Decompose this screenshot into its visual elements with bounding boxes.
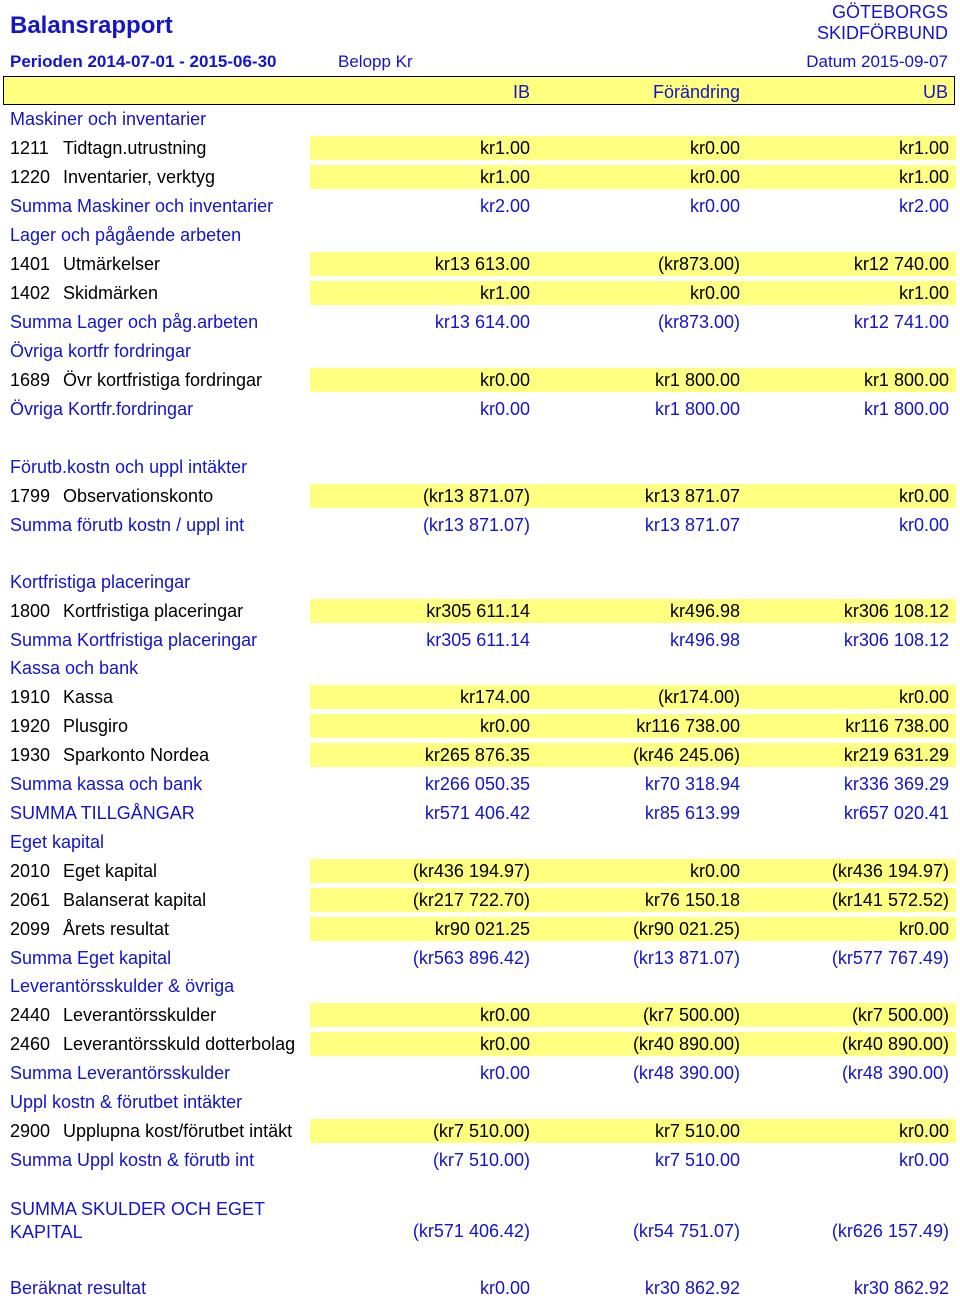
ub-value: kr0.00 — [898, 687, 949, 707]
report-row-item — [0, 164, 960, 190]
change-value: kr496.98 — [669, 630, 740, 650]
ub-value: kr1 800.00 — [863, 370, 949, 390]
ib-value: kr1.00 — [479, 283, 530, 303]
report-row-section — [0, 338, 960, 364]
report-row-section — [0, 1089, 960, 1115]
section-heading: Leverantörsskulder & övriga — [10, 976, 235, 996]
row-highlight — [310, 281, 956, 305]
ub-value: (kr7 500.00) — [851, 1005, 949, 1025]
report-row-sum — [0, 193, 960, 219]
change-value: (kr873.00) — [657, 312, 740, 332]
account-name: Observationskonto — [63, 486, 214, 506]
report-row-item — [0, 858, 960, 884]
report-row-section — [0, 222, 960, 248]
row-highlight — [310, 1119, 956, 1143]
ub-value: (kr40 890.00) — [841, 1034, 949, 1054]
sum-label-line2: KAPITAL — [10, 1222, 83, 1242]
period-label: Perioden 2014-07-01 - 2015-06-30 — [10, 52, 277, 71]
account-number: 2010 — [10, 861, 51, 881]
report-row-section — [0, 655, 960, 681]
row-highlight — [310, 165, 956, 189]
change-value: kr0.00 — [689, 167, 740, 187]
ub-value: kr306 108.12 — [843, 601, 949, 621]
account-number: 2900 — [10, 1121, 51, 1141]
section-heading: Eget kapital — [10, 832, 105, 852]
change-value: kr116 738.00 — [636, 716, 740, 736]
report-row-item — [0, 1031, 960, 1057]
account-number: 1220 — [10, 167, 51, 187]
section-heading: Övriga kortfr fordringar — [10, 341, 192, 361]
account-name: Plusgiro — [63, 716, 129, 736]
account-number: 1800 — [10, 601, 51, 621]
report-row-item — [0, 280, 960, 306]
account-name: Kortfristiga placeringar — [63, 601, 244, 621]
account-number: 1930 — [10, 745, 51, 765]
row-highlight — [310, 368, 956, 392]
account-name: Upplupna kost/förutbet intäkt — [63, 1121, 293, 1141]
ib-value: kr265 876.35 — [424, 745, 530, 765]
report-row-sum — [0, 800, 960, 826]
report-row-item — [0, 1002, 960, 1028]
ib-value: kr2.00 — [479, 196, 530, 216]
column-header-change: Förändring — [652, 82, 740, 102]
ib-value: (kr217 722.70) — [412, 890, 530, 910]
ib-value: (kr436 194.97) — [412, 861, 530, 881]
ib-value: kr0.00 — [479, 399, 530, 419]
ib-value: (kr563 896.42) — [412, 948, 530, 968]
change-value: kr70 318.94 — [644, 774, 740, 794]
ub-value: kr1 800.00 — [863, 399, 949, 419]
section-heading: Kassa och bank — [10, 658, 139, 678]
ib-value: (kr7 510.00) — [432, 1150, 530, 1170]
ib-value: kr13 613.00 — [434, 254, 530, 274]
sum-label: Summa Maskiner och inventarier — [10, 196, 274, 216]
account-number: 1910 — [10, 687, 51, 707]
account-name: Inventarier, verktyg — [63, 167, 216, 187]
report-row-sum — [0, 1060, 960, 1086]
sum-label: Övriga Kortfr.fordringar — [10, 399, 194, 419]
change-value: (kr40 890.00) — [632, 1034, 740, 1054]
change-value: kr13 871.07 — [644, 486, 740, 506]
change-value: kr1 800.00 — [654, 370, 740, 390]
account-name: Årets resultat — [63, 919, 170, 939]
section-heading: Maskiner och inventarier — [10, 109, 207, 129]
ib-value: (kr13 871.07) — [422, 486, 530, 506]
change-value: (kr90 021.25) — [632, 919, 740, 939]
account-number: 1401 — [10, 254, 51, 274]
organization-name-line2: SKIDFÖRBUND — [816, 23, 948, 43]
ub-value: (kr436 194.97) — [831, 861, 949, 881]
account-name: Leverantörsskuld dotterbolag — [63, 1034, 296, 1054]
row-highlight — [310, 484, 956, 508]
ub-value: (kr626 157.49) — [831, 1221, 949, 1241]
account-name: Tidtagn.utrustning — [63, 138, 207, 158]
ub-value: (kr48 390.00) — [841, 1063, 949, 1083]
section-heading: Uppl kostn & förutbet intäkter — [10, 1092, 243, 1112]
report-title: Balansrapport — [10, 12, 173, 39]
ib-value: kr0.00 — [479, 1034, 530, 1054]
report-date: Datum 2015-09-07 — [806, 52, 948, 71]
account-name: Eget kapital — [63, 861, 158, 881]
ub-value: kr657 020.41 — [843, 803, 949, 823]
report-row-sum2 — [0, 1194, 960, 1246]
account-number: 2061 — [10, 890, 51, 910]
account-number: 1402 — [10, 283, 51, 303]
ub-value: kr30 862.92 — [853, 1278, 949, 1298]
change-value: (kr48 390.00) — [632, 1063, 740, 1083]
sum-label: Summa Kortfristiga placeringar — [10, 630, 258, 650]
report-row-item — [0, 1118, 960, 1144]
report-row-item — [0, 135, 960, 161]
ib-value: kr305 611.14 — [426, 601, 530, 621]
ub-value: kr0.00 — [898, 515, 949, 535]
ib-value: kr90 021.25 — [434, 919, 530, 939]
change-value: (kr7 500.00) — [642, 1005, 740, 1025]
change-value: kr13 871.07 — [644, 515, 740, 535]
report-row-section — [0, 973, 960, 999]
section-heading: Lager och pågående arbeten — [10, 225, 242, 245]
section-heading: Förutb.kostn och uppl intäkter — [10, 457, 248, 477]
report-row-sum — [0, 396, 960, 422]
ub-value: kr0.00 — [898, 1121, 949, 1141]
report-row-sum — [0, 627, 960, 653]
ub-value: kr1.00 — [898, 138, 949, 158]
ub-value: kr116 738.00 — [845, 716, 949, 736]
sum-label: SUMMA TILLGÅNGAR — [10, 803, 195, 823]
report-row-item — [0, 483, 960, 509]
account-name: Sparkonto Nordea — [63, 745, 210, 765]
organization-name-line1: GÖTEBORGS — [831, 2, 948, 22]
account-number: 2099 — [10, 919, 51, 939]
ib-value: kr0.00 — [479, 1005, 530, 1025]
change-value: kr496.98 — [669, 601, 740, 621]
change-value: kr7 510.00 — [654, 1150, 740, 1170]
report-row-sum — [0, 309, 960, 335]
sum-label: Summa Leverantörsskulder — [10, 1063, 231, 1083]
ib-value: (kr7 510.00) — [432, 1121, 530, 1141]
report-row-item — [0, 887, 960, 913]
change-value: kr0.00 — [689, 196, 740, 216]
row-highlight — [310, 136, 956, 160]
report-row-item — [0, 251, 960, 277]
ib-value: kr1.00 — [479, 167, 530, 187]
change-value: kr76 150.18 — [644, 890, 740, 910]
report-row-item — [0, 598, 960, 624]
report-row-section — [0, 454, 960, 480]
report-row-item — [0, 742, 960, 768]
ub-value: kr12 741.00 — [853, 312, 949, 332]
ib-value: kr305 611.14 — [426, 630, 530, 650]
account-name: Utmärkelser — [63, 254, 161, 274]
report-row-item — [0, 916, 960, 942]
ib-value: kr266 050.35 — [424, 774, 530, 794]
account-name: Leverantörsskulder — [63, 1005, 217, 1025]
sum-label — [10, 1198, 265, 1244]
report-row-section — [0, 106, 960, 132]
change-value: (kr46 245.06) — [632, 745, 740, 765]
change-value: kr7 510.00 — [654, 1121, 740, 1141]
ib-value: kr174.00 — [459, 687, 530, 707]
report-table — [0, 106, 960, 1299]
sum-label-line1: SUMMA SKULDER OCH EGET — [10, 1199, 266, 1219]
change-value: kr30 862.92 — [644, 1278, 740, 1298]
ub-value: (kr577 767.49) — [831, 948, 949, 968]
report-row-item — [0, 684, 960, 710]
account-name: Kassa — [63, 687, 114, 707]
change-value: kr0.00 — [689, 138, 740, 158]
sum-label: Summa Eget kapital — [10, 948, 172, 968]
ib-value: kr571 406.42 — [424, 803, 530, 823]
report-row-sum — [0, 1147, 960, 1173]
ub-value: kr219 631.29 — [843, 745, 949, 765]
report-row-sum — [0, 945, 960, 971]
account-name: Skidmärken — [63, 283, 159, 303]
column-header-ib: IB — [512, 82, 530, 102]
account-number: 2440 — [10, 1005, 51, 1025]
sum-label: Summa Lager och påg.arbeten — [10, 312, 259, 332]
ib-value: kr13 614.00 — [434, 312, 530, 332]
ub-value: kr12 740.00 — [853, 254, 949, 274]
change-value: kr85 613.99 — [644, 803, 740, 823]
row-highlight — [310, 685, 956, 709]
sum-label: Summa kassa och bank — [10, 774, 203, 794]
ib-value: (kr571 406.42) — [412, 1221, 530, 1241]
sum-label: Beräknat resultat — [10, 1278, 147, 1298]
ib-value: kr0.00 — [479, 1063, 530, 1083]
ub-value: (kr141 572.52) — [831, 890, 949, 910]
ib-value: kr0.00 — [479, 370, 530, 390]
report-row-item — [0, 713, 960, 739]
change-value: kr0.00 — [689, 283, 740, 303]
account-number: 1689 — [10, 370, 51, 390]
organization-name — [817, 2, 948, 44]
ib-value: (kr13 871.07) — [422, 515, 530, 535]
ib-value: kr0.00 — [479, 1278, 530, 1298]
section-heading: Kortfristiga placeringar — [10, 572, 191, 592]
change-value: (kr873.00) — [657, 254, 740, 274]
account-number: 2460 — [10, 1034, 51, 1054]
ib-value: kr1.00 — [479, 138, 530, 158]
account-name: Övr kortfristiga fordringar — [63, 370, 263, 390]
ub-value: kr336 369.29 — [843, 774, 949, 794]
ub-value: kr1.00 — [898, 167, 949, 187]
report-row-sum — [0, 771, 960, 797]
column-header-ub: UB — [922, 82, 948, 102]
ub-value: kr0.00 — [898, 486, 949, 506]
change-value: kr1 800.00 — [654, 399, 740, 419]
sum-label: Summa förutb kostn / uppl int — [10, 515, 245, 535]
report-row-section — [0, 829, 960, 855]
account-name: Balanserat kapital — [63, 890, 207, 910]
ub-value: kr0.00 — [898, 919, 949, 939]
report-row-sum — [0, 512, 960, 538]
sum-label: Summa Uppl kostn & förutb int — [10, 1150, 255, 1170]
account-number: 1799 — [10, 486, 51, 506]
report-row-section — [0, 569, 960, 595]
account-number: 1920 — [10, 716, 51, 736]
report-row-sum — [0, 1275, 960, 1301]
change-value: (kr54 751.07) — [632, 1221, 740, 1241]
amount-unit-label: Belopp Kr — [338, 52, 413, 71]
change-value: (kr174.00) — [657, 687, 740, 707]
ub-value: kr2.00 — [898, 196, 949, 216]
ub-value: kr1.00 — [898, 283, 949, 303]
ub-value: kr0.00 — [898, 1150, 949, 1170]
ib-value: kr0.00 — [479, 716, 530, 736]
report-row-item — [0, 367, 960, 393]
change-value: (kr13 871.07) — [632, 948, 740, 968]
change-value: kr0.00 — [689, 861, 740, 881]
account-number: 1211 — [10, 138, 49, 158]
column-header-bar — [3, 76, 955, 105]
ub-value: kr306 108.12 — [843, 630, 949, 650]
